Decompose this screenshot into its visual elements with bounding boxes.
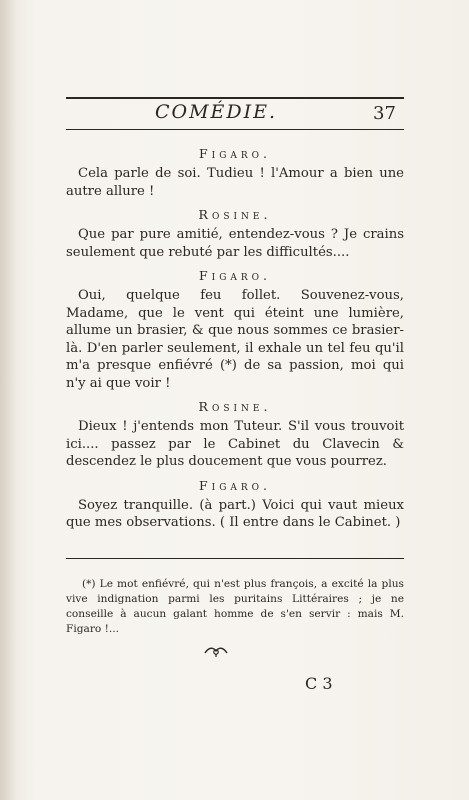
signature-mark: C 3 [305,674,333,693]
page-number: 37 [373,103,396,124]
speech-text: Cela parle de soi. Tudieu ! l'Amour a bien une autre allure ! [66,166,404,199]
dialogue-body [66,140,404,538]
ornament-icon [203,644,229,658]
header-bottom-rule [66,129,404,130]
running-title: COMÉDIE. [154,101,278,123]
speaker-name: Rosine. [198,207,272,222]
footnote-rule [66,558,404,559]
speech-text: Dieux ! j'entends mon Tuteur. S'il vous trouvoit ici.... passez par le Cabinet du Clavecin & descendez le plus doucement que vous pourrez. [66,419,404,469]
header-top-rule [66,97,404,99]
speech-text: Que par pure amitié, entendez-vous ? Je crains seulement que rebuté par les difficultés.... [66,227,404,260]
speech-text: Oui, quelque feu follet. Souvenez-vous, Madame, que le vent qui éteint une lumière, allume un brasier, & que nous sommes ce brasier-là. D'en parler seulement, il exhale un tel feu qu'il m'a presque enfiévré (*) de sa passion, moi qui n'y ai que voir ! [66,288,404,391]
speech-text: Soyez tranquille. (à part.) Voici qui vaut mieux que mes observations. ( Il entre dans le Cabinet. ) [66,497,404,530]
speaker-name: Figaro. [198,477,272,493]
speaker-name: Figaro. [198,268,272,283]
speaker-name: Figaro. [198,146,272,161]
footnote: (*) Le mot enfiévré, qui n'est plus françois, a excité la plus vive indignation parmi les puritains Littéraires ; je ne conseille à aucun galant homme de s'en servir : mais M. Figaro !... [66,577,404,635]
speaker-name: Rosine. [198,399,272,414]
